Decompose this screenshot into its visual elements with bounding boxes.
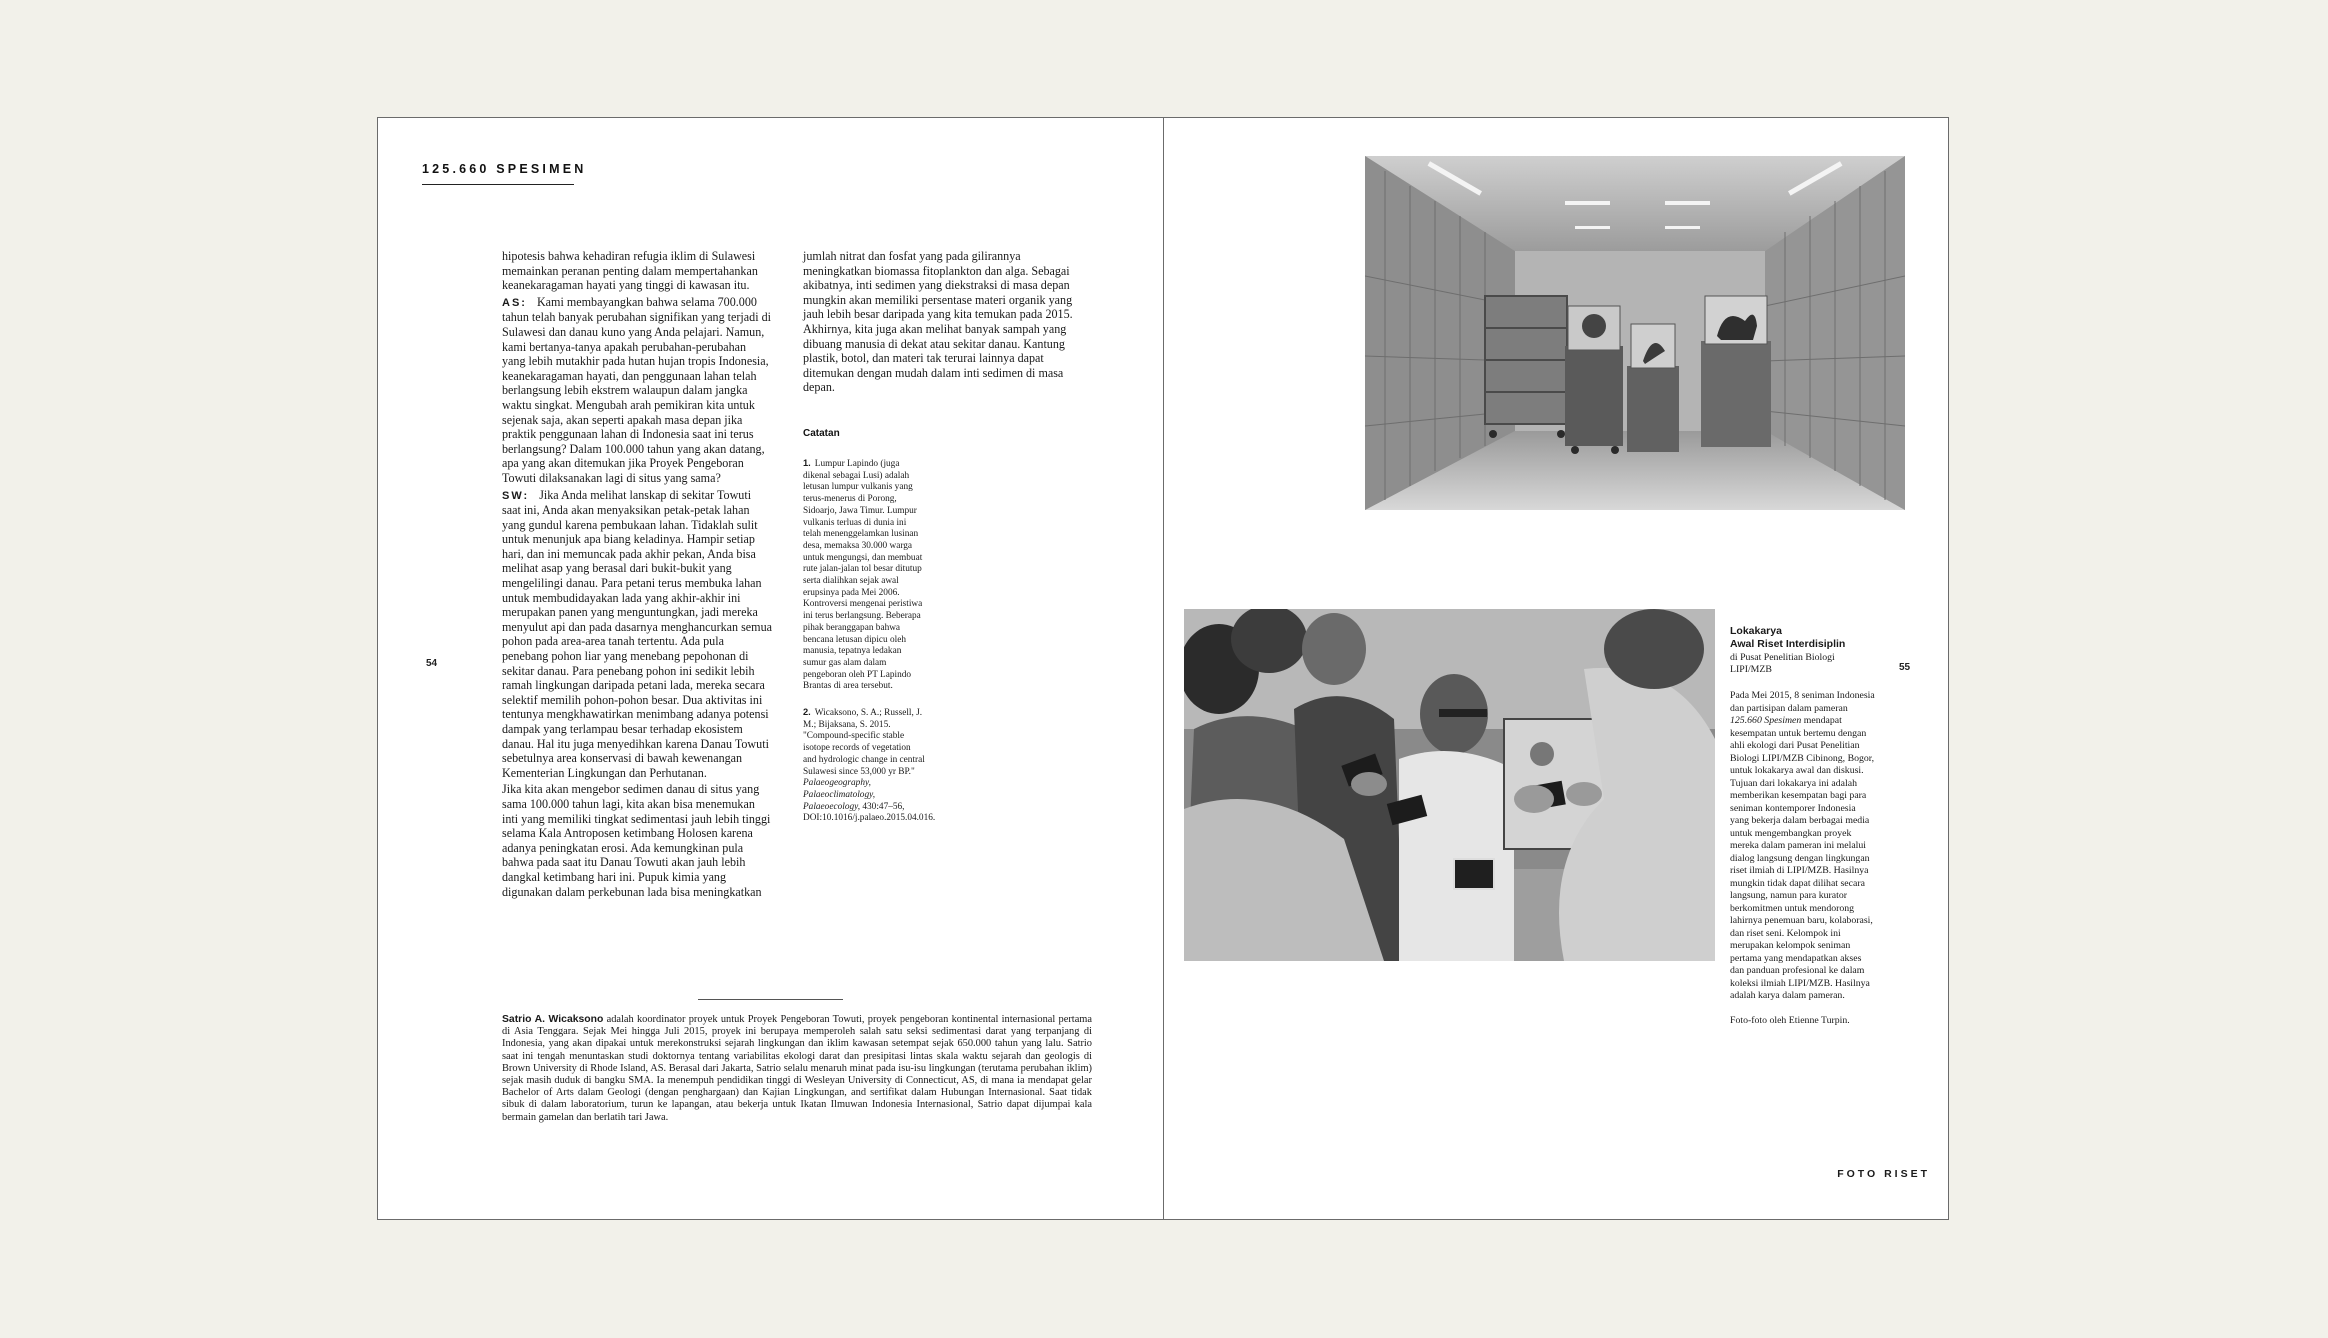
- page-number-right: 55: [1899, 662, 1911, 673]
- speaker-sw-text: Jika Anda melihat lanskap di sekitar Towuti saat ini, Anda akan menyaksikan petak-petak lahan yang gundul karena pembukaan lahan. Tidaklah sulit untuk menunjuk apa biang keladinya. Hampir setiap hari, dan ini memuncak pada akhir pekan, Anda bisa melihat asap yang berasal dari bukit-bukit yang mengelilingi danau. Para petani terus membuka lahan untuk membudidayakan lada yang akhir-akhir ini merupakan panen yang menguntungkan, jadi mereka menyulut api dan pada dasarnya menghancurkan semua pohon pada area-area tanah tertentu. Ada pula penebang pohon liar yang menebang pepohonan di sekitar danau. Para penebang pohon ini sedikit lebih ramah lingkungan daripada petani lada, mereka secara selektif memilih pohon-pohon besar. Dua aktivitas ini tentunya mengkhawatirkan menimbang adanya potensi dampak yang terlampau besar terhadap ekosistem danau. Hal itu juga menyedihkan karena Danau Towuti sebetulnya area konservasi di bawah kewenangan Kementerian Lingkungan dan Perhutanan.: [502, 487, 772, 780]
- caption-paragraph: [1730, 690, 1875, 1003]
- paragraph-intro: hipotesis bahwa kehadiran refugia iklim di Sulawesi memainkan peranan penting dalam mempertahankan keanekaragaman hayati yang tinggi di kawasan itu.: [502, 249, 758, 293]
- footer-label: FOTO RISET: [1837, 1168, 1930, 1180]
- running-head: 125.660 SPESIMEN: [422, 162, 587, 176]
- notes-heading: Catatan: [803, 428, 840, 439]
- storage-room-image: [1365, 156, 1905, 510]
- photo-storage-room: [1365, 156, 1905, 510]
- speaker-as-label: AS:: [502, 296, 527, 309]
- caption-title-line1: Lokakarya: [1730, 625, 1782, 637]
- paragraph-column2: jumlah nitrat dan fosfat yang pada gilirannya meningkatkan biomassa fitoplankton dan alga. Sebagai akibatnya, inti sedimen yang diekstraksi di masa depan mungkin akan memiliki persentase materi organik yang jauh lebih besar daripada yang kita temukan pada 2015. Akhirnya, kita juga akan melihat banyak sampah yang dibuang manusia di dekat atau sekitar danau. Kantung plastik, botol, dan materi tak terurai lainnya dapat ditemukan dengan mudah dalam inti sedimen di masa depan.: [803, 249, 1073, 395]
- note-item: [803, 458, 925, 693]
- notes-list: [803, 458, 936, 839]
- paragraph-continuation: Jika kita akan mengebor sedimen danau di situs yang sama 100.000 tahun lagi, kita akan bisa menemukan inti yang memiliki tingkat sedimentasi jauh lebih tinggi selama Kala Antroposen ketimbang Holosen karena adanya peningkatan erosi. Ada kemungkinan pula bahwa pada saat itu Danau Towuti akan jauh lebih dangkal ketimbang hari ini. Pupuk kimia yang digunakan dalam perkebunan lada bisa meningkatkan: [502, 782, 771, 899]
- note-doi: 430:47–56, DOI:10.1016/j.palaeo.2015.04.016.: [803, 801, 936, 824]
- left-page: [377, 117, 1164, 1220]
- caption-location: di Pusat Penelitian Biologi LIPI/MZB: [1730, 652, 1835, 675]
- caption-title: [1730, 625, 1870, 651]
- caption-text-end: mendapat kesempatan untuk bertemu dengan ahli ekologi dari Pusat Penelitian Biologi LIPI/MZB Cibinong, Bogor, untuk lokakarya awal dan diskusi. Tujuan dari lokakarya ini adalah memberikan kesempatan bagi para seniman kontemporer Indonesia yang bekerja dalam berbagai media untuk mengembangkan proyek mereka dalam pameran ini melalui dialog langsung dengan lingkungan riset ilmiah di LIPI/MZB. Hasilnya mungkin tidak dapat dilihat secara langsung, namun para kurator berkomitmen untuk mendorong lahirnya penemuan baru, kolaborasi, dan riset seni. Kelompok ini merupakan kelompok seniman pertama yang mendapatkan akses dan panduan profesional ke dalam koleksi ilmiah LIPI/MZB. Hasilnya adalah karya dalam pameran.: [1730, 715, 1875, 1001]
- text-column-1: [502, 249, 772, 901]
- bio-divider: [698, 999, 843, 1000]
- caption-exhibition-title: 125.660 Spesimen: [1730, 715, 1802, 726]
- paragraph-sw: [502, 488, 772, 781]
- right-page: [1163, 117, 1949, 1220]
- note-journal: Palaeogeography, Palaeoclimatology, Palaeoecology,: [803, 778, 876, 812]
- note-text: Wicaksono, S. A.; Russell, J. M.; Bijaksana, S. 2015. "Compound-specific stable isotope records of vegetation and hydrologic change in central Sulawesi since 53,000 yr BP.": [803, 708, 925, 777]
- bio-name: Satrio A. Wicaksono: [502, 1014, 604, 1025]
- text-column-2: [803, 249, 1075, 397]
- paragraph-as: [502, 295, 772, 486]
- speaker-sw-label: SW:: [502, 489, 530, 502]
- caption-text-start: Pada Mei 2015, 8 seniman Indonesia dan partisipan dalam pameran: [1730, 690, 1875, 714]
- author-bio: [502, 1014, 1092, 1124]
- bio-text: adalah koordinator proyek untuk Proyek Pengeboran Towuti, proyek pengeboran kontinental internasional pertama di Asia Tenggara. Sejak Mei hingga Juli 2015, proyek ini berupaya memperoleh salah satu seksi sedimentasi darat yang terpanjang di Indonesia, yang akan dipakai untuk merekonstruksi sejarah lingkungan dan iklim kawasan setempat sejak 650.000 tahun yang lalu. Satrio saat ini tengah menuntaskan studi doktornya tentang variabilitas ekologi darat dan presipitasi lintas skala waktu sejarah dan geologis di Brown University di Rhode Island, AS. Berasal dari Jakarta, Satrio selalu menaruh minat pada isu-isu lingkungan (terutama perubahan iklim) sejak masih duduk di bangku SMA. Ia menempuh pendidikan tinggi di Wesleyan University di Connecticut, AS, di mana ia mendapat gelar Bachelor of Arts dalam Geologi (dengan penghargaan) dan Kajian Lingkungan, and sertifikat dalam Hubungan Internasional. Saat tidak sibuk di dalam laboratorium, turun ke lapangan, atau bekerja untuk Ikatan Ilmuwan Indonesia Internasional, Satrio dapat dijumpai kala bermain gamelan dan berlatih tari Jawa.: [502, 1014, 1093, 1123]
- photo-credit: Foto-foto oleh Etienne Turpin.: [1730, 1014, 1850, 1026]
- photo-workshop: [1184, 609, 1715, 961]
- note-number: 1.: [803, 458, 811, 468]
- caption-body: [1730, 690, 1875, 1039]
- note-item: [803, 707, 936, 825]
- note-number: 2.: [803, 707, 811, 718]
- speaker-as-text: Kami membayangkan bahwa selama 700.000 tahun telah banyak perubahan signifikan yang terjadi di Sulawesi dan danau kuno yang Anda pelajari. Namun, kami bertanya-tanya apakah perubahan-perubahan yang lebih mutakhir pada hutan hujan tropis Indonesia, keanekaragaman hayati, dan penggunaan lahan telah berlangsung lebih ekstrem walaupun dalam jangka waktu singkat. Mengubah arah pemikiran kita untuk sejenak saja, akan seperti apakah masa depan jika praktik penggunaan lahan di Indonesia saat ini terus berlangsung? Dalam 100.000 tahun yang akan datang, apa yang akan ditemukan jika Proyek Pengeboran Towuti dilaksanakan lagi di situs yang sama?: [502, 294, 771, 485]
- note-text: Lumpur Lapindo (juga dikenal sebagai Lusi) adalah letusan lumpur vulkanis yang terus-menerus di Porong, Sidoarjo, Jawa Timur. Lumpur vulkanis terluas di dunia ini telah menenggelamkan lusinan desa, memaksa 30.000 warga untuk mengungsi, dan membuat rute jalan-jalan tol besar ditutup serta dialihkan sejak awal erupsinya pada Mei 2006. Kontroversi mengenai peristiwa ini terus berlangsung. Beberapa pihak beranggapan bahwa bencana letusan dipicu oleh manusia, tepatnya ledakan sumur gas alam dalam pengeboran oleh PT Lapindo Brantas di area tersebut.: [803, 459, 923, 692]
- page-number-left: 54: [426, 658, 438, 669]
- caption-title-line2: Awal Riset Interdisiplin: [1730, 638, 1846, 650]
- workshop-image: [1184, 609, 1715, 961]
- running-head-rule: [422, 184, 574, 185]
